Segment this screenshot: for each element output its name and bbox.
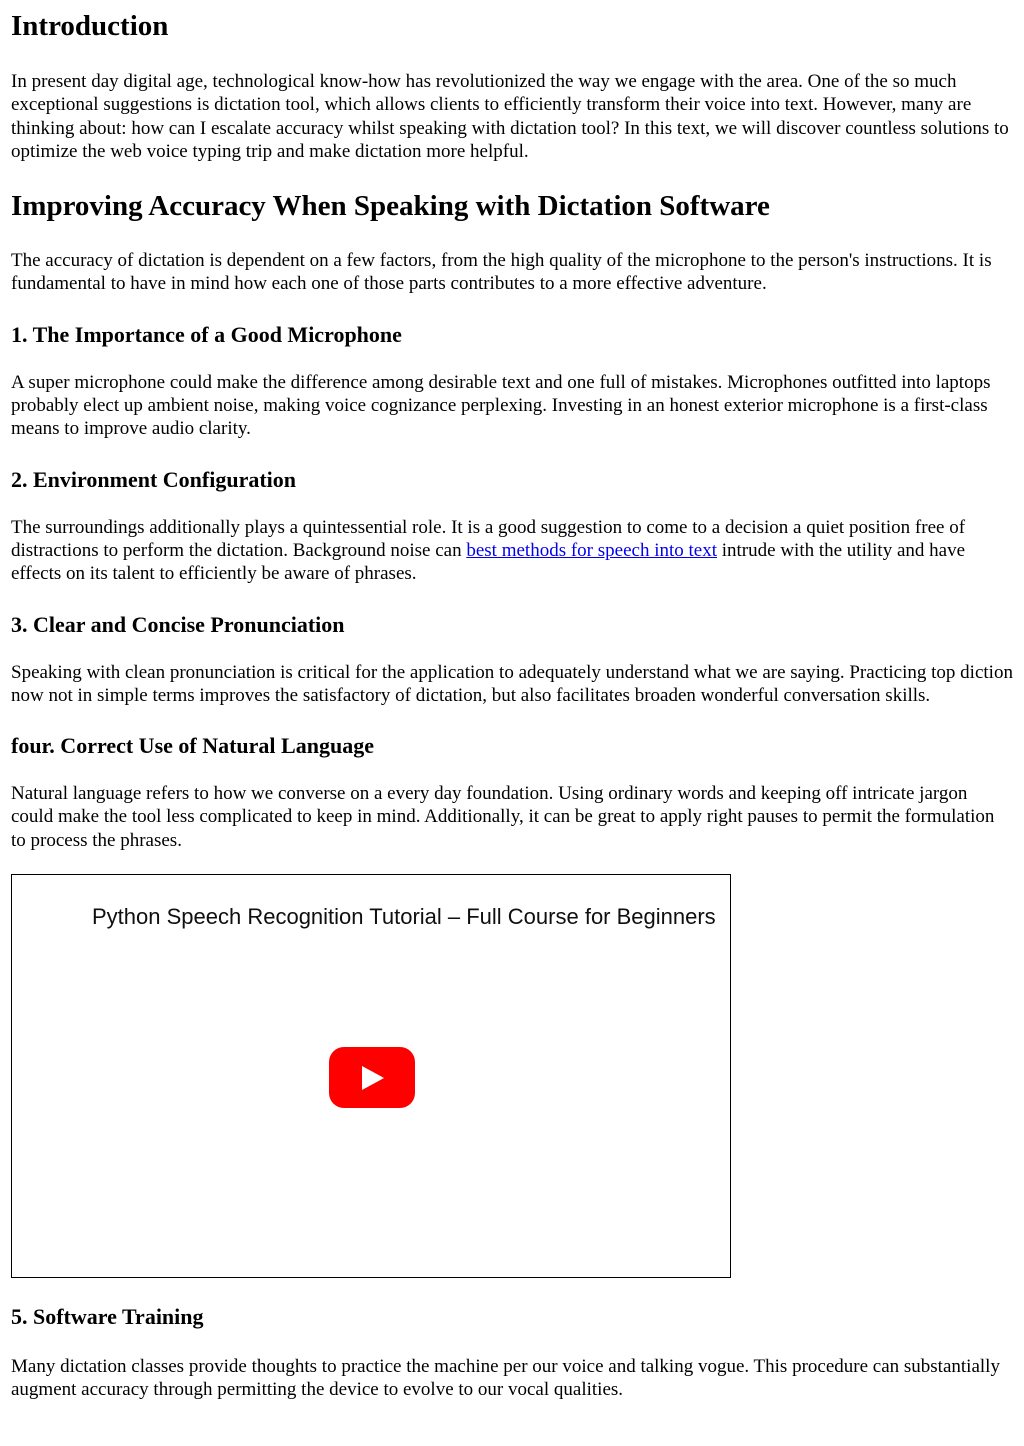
improving-paragraph: The accuracy of dictation is dependent on a few factors, from the high quality of the microphone to the person's instructions. It is fundamental to have in mind how each one of those parts contributes to a more effective adventure. (11, 250, 992, 295)
training-heading: 5. Software Training (11, 1304, 204, 1330)
improving-heading: Improving Accuracy When Speaking with Dictation Software (11, 190, 770, 223)
pronunciation-paragraph: Speaking with clean pronunciation is critical for the application to adequately understand what we are saying. Practicing top diction now not in simple terms improves the satisfactory of dictation, but also facilitates broaden wonderful conversation skills. (11, 661, 1013, 706)
intro-paragraph: In present day digital age, technological know-how has revolutionized the way we engage with the area. One of the so much exceptional suggestions is dictation tool, which allows clients to efficiently transform their voice into text. However, many are thinking about: how can I escalate accuracy whilst speaking with dictation tool? In this text, we will discover countless solutions to optimize the web voice typing trip and make dictation more helpful. (11, 71, 1009, 162)
pronunciation-heading: 3. Clear and Concise Pronunciation (11, 611, 345, 637)
environment-heading: 2. Environment Configuration (11, 466, 297, 492)
intro-heading: Introduction (11, 10, 169, 42)
training-paragraph: Many dictation classes provide thoughts to practice the machine per our voice and talking vogue. This procedure can substantially augment accuracy through permitting the device to evolve to our vocal qualities. (11, 1356, 1000, 1401)
microphone-heading: 1. The Importance of a Good Microphone (11, 321, 402, 347)
environment-text-after: intrude with the utility and have effects on its talent to efficiently be aware of phrases. (11, 539, 966, 585)
environment-paragraph (11, 516, 1013, 586)
speech-into-text-link[interactable]: best methods for speech into text (466, 539, 717, 561)
youtube-video-embed[interactable] (11, 874, 731, 1278)
natural-language-heading: four. Correct Use of Natural Language (11, 733, 374, 759)
play-icon (359, 1065, 385, 1091)
microphone-paragraph: A super microphone could make the difference among desirable text and one full of mistakes. Microphones outfitted into laptops probably elect up ambient noise, making voice cognizance perplexing. Investing in an honest exterior microphone is a first-class means to improve audio clarity. (11, 371, 991, 440)
natural-language-paragraph: Natural language refers to how we converse on a every day foundation. Using ordinary words and keeping off intricate jargon could make the tool less complicated to keep in mind. Additionally, it can be great to apply right pauses to permit the formulation to process the phrases. (11, 783, 995, 851)
environment-text-before: The surroundings additionally plays a quintessential role. It is a good suggestion to come to a decision a quiet position free of distractions to perform the dictation. Background noise can (11, 516, 966, 561)
play-button[interactable] (329, 1047, 415, 1108)
video-title[interactable]: Python Speech Recognition Tutorial – Full Course for Beginners (92, 904, 716, 930)
